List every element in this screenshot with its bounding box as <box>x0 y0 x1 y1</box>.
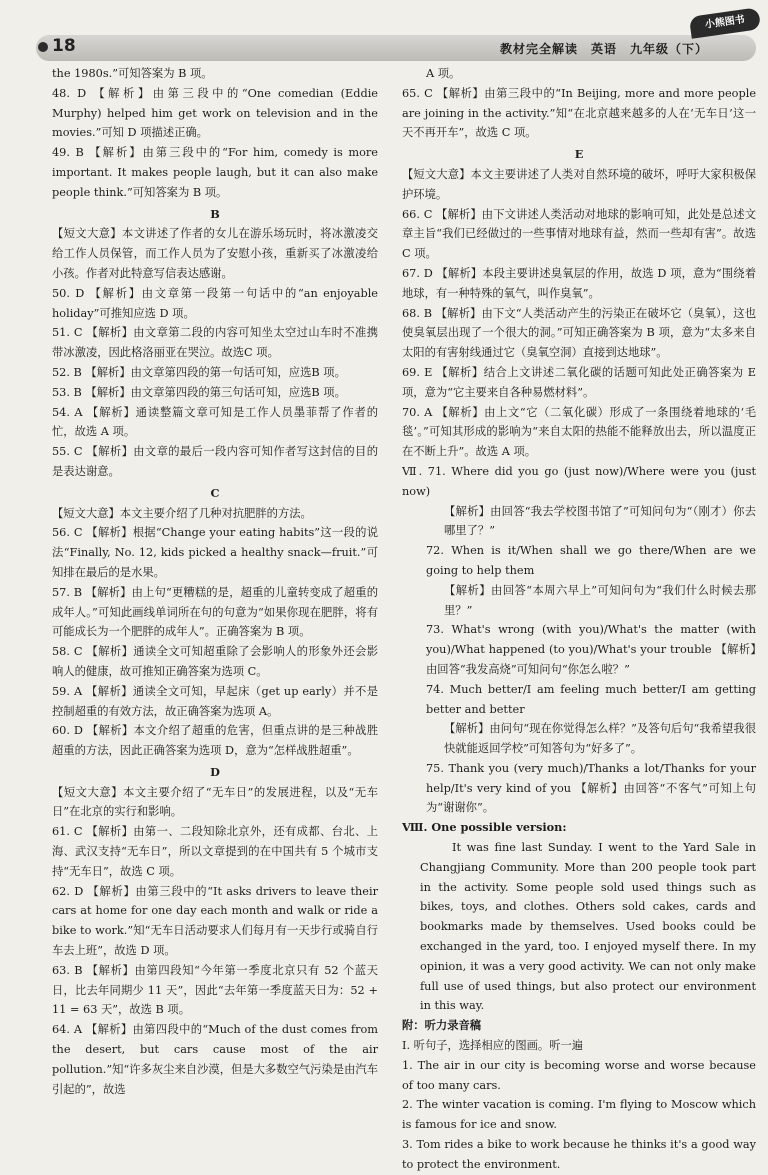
answer-paragraph: Ⅰ. 听句子，选择相应的图画。听一遍 <box>402 1039 584 1053</box>
answer-paragraph: 【解析】由问句“现在你觉得怎么样？”及答句后句“我希望我很快就能返回学校”可知答句为“好多了”。 <box>444 722 756 756</box>
answer-paragraph: 49. B 【解析】由第三段中的“For him, comedy is more important. It makes people laugh, but it can also make people think.”可知答案为 B 项。 <box>52 146 378 199</box>
book-title: 教材完全解读 英语 九年级（下） <box>499 42 708 56</box>
right-column <box>402 64 756 1175</box>
answer-paragraph: 51. C 【解析】由文章第二段的内容可知坐太空过山车时不准携带冰激凌，因此格洛丽亚在哭泣。故选C 项。 <box>52 326 378 360</box>
answer-paragraph: 65. C 【解析】由第三段中的“In Beijing, more and more people are joining in the activity.”知“在北京越来越多的人在‘无车日’这一天不再开车”，故选 C 项。 <box>402 86 756 140</box>
answer-paragraph: 57. B 【解析】由上句“更糟糕的是，超重的儿童转变成了超重的成年人。”可知此画线单词所在句的句意为“如果你现在肥胖，将有可能成长为一个肥胖的成年人”。正确答案为 B 项。 <box>52 585 378 639</box>
answer-paragraph: 附：听力录音稿 <box>402 1018 482 1033</box>
answer-paragraph: 64. A 【解析】由第四段中的“Much of the dust comes from the desert, but cars cause most of the air pollution.”知“许多灰尘来自沙漠，但是大多数空气污染是由汽车引起的”，故选 <box>52 1023 378 1096</box>
answer-paragraph: Ⅶ. 71. Where did you go (just now)/Where were you (just now) <box>402 464 756 498</box>
answer-paragraph: 3. Tom rides a bike to work because he thinks it's a good way to protect the environment. <box>402 1138 756 1171</box>
answer-paragraph: 56. C 【解析】根据“Change your eating habits”这一段的说法“Finally, No. 12, kids picked a healthy snack—fruit.”可知排在最后的是水果。 <box>52 526 378 579</box>
answer-paragraph: 【短文大意】本文主要介绍了几种对抗肥胖的方法。 <box>52 506 312 520</box>
answer-paragraph: 72. When is it/When shall we go there/When are we going to help them <box>426 544 756 577</box>
answer-paragraph: the 1980s.”可知答案为 B 项。 <box>52 67 213 80</box>
answer-paragraph: 68. B 【解析】由下文“人类活动产生的污染正在破坏它（臭氧），这也使臭氧层出现了一个很大的洞。”可知正确答案为 B 项，意为“太多来自太阳的有害射线通过它（臭氧空洞）直接到达地球”。 <box>402 306 756 360</box>
answer-paragraph: 74. Much better/I am feeling much better/I am getting better and better <box>426 682 756 716</box>
answer-paragraph: 54. A 【解析】通读整篇文章可知是工作人员墨菲帮了作者的忙，故选 A 项。 <box>52 405 378 439</box>
answer-paragraph: 75. Thank you (very much)/Thanks a lot/Thanks for your help/It's very kind of you 【解析】由回答“不客气”可知上句为“谢谢你”。 <box>426 761 756 815</box>
page-header <box>0 0 768 62</box>
publisher-badge: 小熊图书 <box>689 7 761 39</box>
page-number: 18 <box>52 36 76 56</box>
section-letter: C <box>210 485 220 500</box>
answer-paragraph: 70. A 【解析】由上文“它（二氧化碳）形成了一条围绕着地球的‘毛毯’。”可知其形成的影响为“来自太阳的热能不能释放出去，所以温度正在不断上升”。故选 A 项。 <box>402 405 756 459</box>
answer-paragraph: 50. D 【解析】由文章第一段第一句话中的“an enjoyable holiday”可推知应选 D 项。 <box>52 286 378 320</box>
answer-paragraph: 69. E 【解析】结合上文讲述二氧化碳的话题可知此处正确答案为 E 项，意为“它主要来自各种易燃材料”。 <box>402 365 756 399</box>
answer-paragraph: 【短文大意】本文主要讲述了人类对自然环境的破坏，呼吁大家积极保护环境。 <box>402 167 756 201</box>
answer-paragraph: 61. C 【解析】由第一、二段知除北京外，还有成都、台北、上海、武汉支持“无车日”，所以文章提到的在中国共有 5 个城市支持“无车日”，故选 C 项。 <box>52 825 378 878</box>
section-letter: B <box>210 206 220 221</box>
left-column <box>52 64 378 1099</box>
answer-paragraph: 1. The air in our city is becoming worse and worse because of too many cars. <box>402 1058 756 1092</box>
answer-paragraph: 【解析】由回答“我去学校图书馆了”可知问句为“（刚才）你去哪里了？” <box>444 504 756 538</box>
answer-paragraph: 60. D 【解析】本文介绍了超重的危害，但重点讲的是三种战胜超重的方法，因此正确答案为选项 D，意为“怎样战胜超重”。 <box>52 724 378 758</box>
answer-paragraph: 66. C 【解析】由下文讲述人类活动对地球的影响可知，此处是总述文章主旨“我们已经做过的一些事情对地球有益，然而一些却有害”。故选 C 项。 <box>402 207 756 261</box>
answer-paragraph: 55. C 【解析】由文章的最后一段内容可知作者写这封信的目的是表达谢意。 <box>52 445 378 478</box>
answer-paragraph: 73. What's wrong (with you)/What's the matter (with you)/What happened (to you)/What's your trouble 【解析】由回答“我发高烧”可知问句“你怎么啦？” <box>426 623 756 676</box>
answer-paragraph: 59. A 【解析】通读全文可知，早起床（get up early）并不是控制超重的有效方法，故正确答案为选项 A。 <box>52 684 378 718</box>
answer-paragraph: Ⅷ. One possible version: <box>402 820 567 835</box>
answer-paragraph: 2. The winter vacation is coming. I'm flying to Moscow which is famous for ice and snow. <box>402 1098 756 1132</box>
answer-paragraph: 52. B 【解析】由文章第四段的第一句话可知，应选B 项。 <box>52 365 346 379</box>
answer-paragraph: A 项。 <box>426 67 461 80</box>
answer-paragraph: 63. B 【解析】由第四段知“今年第一季度北京只有 52 个蓝天日，比去年同期少 11 天”，因此“去年第一季度蓝天日为：52 + 11 = 63 天”，故选 B 项。 <box>52 963 378 1017</box>
answer-paragraph: 【解析】由回答“本周六早上”可知问句为“我们什么时候去那里？” <box>444 583 756 617</box>
section-letter: E <box>574 147 584 162</box>
answer-paragraph: 【短文大意】本文主要介绍了“无车日”的发展进程，以及“无车日”在北京的实行和影响。 <box>52 785 378 819</box>
answer-paragraph: 67. D 【解析】本段主要讲述臭氧层的作用，故选 D 项，意为“围绕着地球，有一种特殊的氧气，叫作臭氧”。 <box>402 266 756 300</box>
bullet-circle-icon <box>38 42 48 52</box>
answer-paragraph: 58. C 【解析】通读全文可知超重除了会影响人的形象外还会影响人的健康，故可推知正确答案为选项 C。 <box>52 645 378 678</box>
answer-paragraph: 【短文大意】本文讲述了作者的女儿在游乐场玩时，将冰激凌交给工作人员保管，而工作人员为了安慰小孩，重新买了冰激凌给小孩。作者对此特意写信表达感谢。 <box>52 227 378 280</box>
answer-paragraph: 48. D 【解析】由第三段中的“One comedian (Eddie Murphy) helped him get work on television and in the movies.”可知 D 项描述正确。 <box>52 86 378 140</box>
answer-paragraph: 62. D 【解析】由第三段中的“It asks drivers to leave their cars at home for one day each month and walk or ride a bike to work.”知“无车日活动要求人们每月有一天步行或骑自行车去上班”，故选 D 项。 <box>52 884 378 958</box>
answer-paragraph: 53. B 【解析】由文章第四段的第三句话可知，应选B 项。 <box>52 385 346 399</box>
section-letter: D <box>210 764 220 779</box>
answer-paragraph: It was fine last Sunday. I went to the Yard Sale in Changjiang Community. More than 200 people took part in the activity. Some people sold used things such as bikes, toys, and clothes. Others sold cakes, cards and bookmarks made by themselves. Used books could be exchanged in the yard, too. I enjoyed myself there. In my opinion, it was a very good activity. We can not only make full use of used things, but also protect our environment in this way. <box>420 841 756 1013</box>
